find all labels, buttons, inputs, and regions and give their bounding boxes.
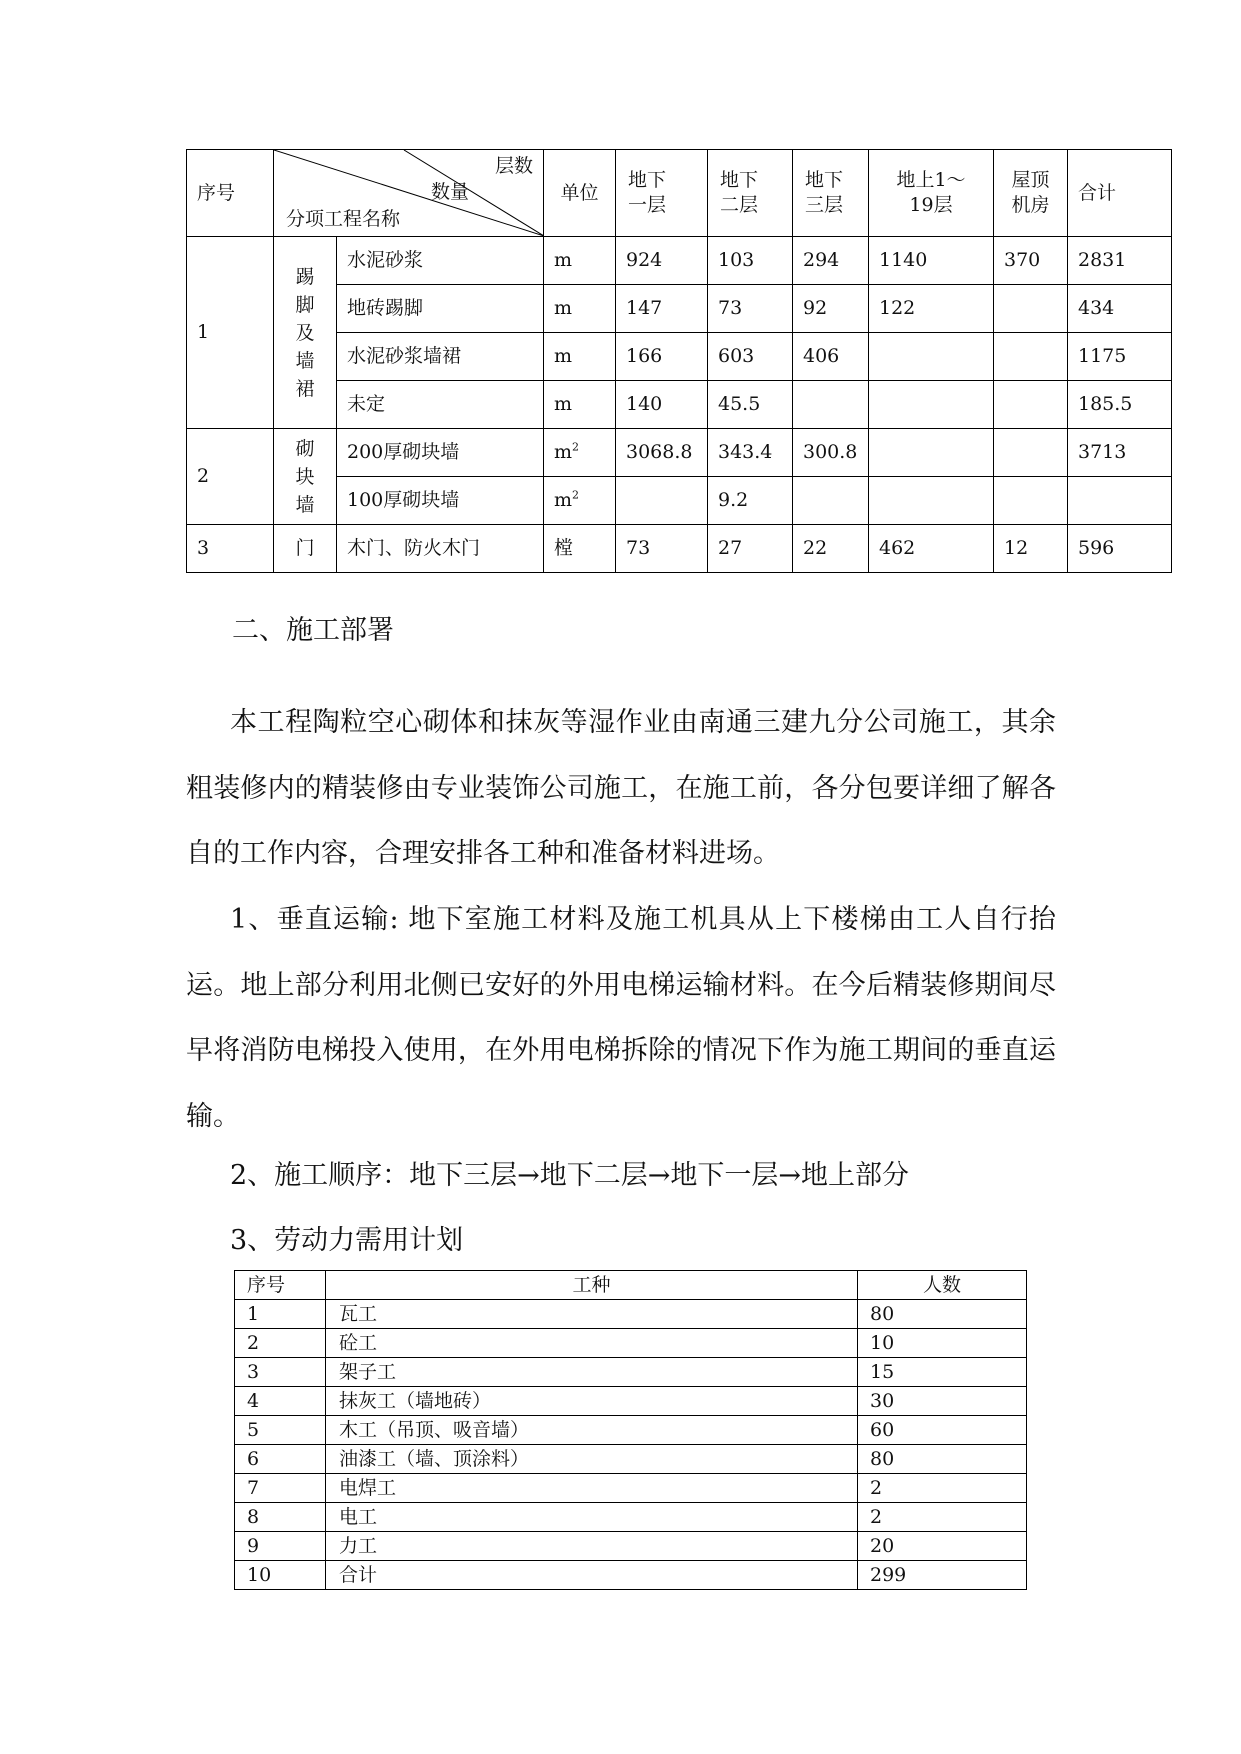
- labor-header-trade: 工种: [326, 1271, 858, 1300]
- table-row: [187, 525, 1172, 573]
- roof-cell: 12: [994, 525, 1068, 573]
- labor-count: 15: [858, 1358, 1027, 1387]
- labor-row: [235, 1474, 1027, 1503]
- b1-cell: 140: [616, 381, 708, 429]
- labor-seq: 6: [235, 1445, 326, 1474]
- b3-cell: 22: [793, 525, 869, 573]
- b3-cell: 92: [793, 285, 869, 333]
- labor-count: 2: [858, 1474, 1027, 1503]
- total-cell: [1068, 477, 1172, 525]
- b1-cell: 73: [616, 525, 708, 573]
- header-quantity: 数量: [430, 181, 469, 203]
- labor-seq: 3: [235, 1358, 326, 1387]
- labor-seq: 10: [235, 1561, 326, 1590]
- labor-trade: 电工: [326, 1503, 858, 1532]
- labor-seq: 7: [235, 1474, 326, 1503]
- labor-trade: 瓦工: [326, 1300, 858, 1329]
- total-cell: 596: [1068, 525, 1172, 573]
- labor-trade: 力工: [326, 1532, 858, 1561]
- b2-cell: 603: [708, 333, 793, 381]
- header-roof: 屋顶机房: [994, 150, 1068, 237]
- labor-count: 80: [858, 1300, 1027, 1329]
- labor-seq: 1: [235, 1300, 326, 1329]
- labor-plan-title: 3、劳动力需用计划: [230, 1225, 464, 1256]
- section-heading: 二、施工部署: [232, 615, 394, 646]
- labor-header-row: [235, 1271, 1027, 1300]
- roof-cell: 370: [994, 237, 1068, 285]
- above-cell: 122: [869, 285, 994, 333]
- labor-row: [235, 1561, 1027, 1590]
- paragraph-intro: 本工程陶粒空心砌体和抹灰等湿作业由南通三建九分公司施工，其余粗装修内的精装修由专业装饰公司施工，在施工前，各分包要详细了解各自的工作内容，合理安排各工种和准备材料进场。: [186, 707, 1056, 869]
- roof-cell: [994, 333, 1068, 381]
- unit-cell: m: [544, 237, 616, 285]
- b2-cell: 27: [708, 525, 793, 573]
- header-seq: 序号: [187, 150, 274, 237]
- labor-seq: 9: [235, 1532, 326, 1561]
- b1-cell: 3068.8: [616, 429, 708, 477]
- total-cell: 185.5: [1068, 381, 1172, 429]
- labor-row: [235, 1503, 1027, 1532]
- b1-cell: 924: [616, 237, 708, 285]
- labor-count: 2: [858, 1503, 1027, 1532]
- labor-row: [235, 1416, 1027, 1445]
- labor-trade: 合计: [326, 1561, 858, 1590]
- above-cell: [869, 477, 994, 525]
- total-cell: 2831: [1068, 237, 1172, 285]
- table-row: [187, 429, 1172, 477]
- unit-cell: m: [544, 381, 616, 429]
- group-seq: 3: [187, 525, 274, 573]
- labor-count: 80: [858, 1445, 1027, 1474]
- b1-cell: 147: [616, 285, 708, 333]
- b3-cell: 294: [793, 237, 869, 285]
- labor-count: 20: [858, 1532, 1027, 1561]
- labor-row: [235, 1445, 1027, 1474]
- b2-cell: 343.4: [708, 429, 793, 477]
- b2-cell: 9.2: [708, 477, 793, 525]
- labor-count: 30: [858, 1387, 1027, 1416]
- header-layers: 层数: [494, 155, 533, 177]
- above-cell: [869, 381, 994, 429]
- item-name: 200厚砌块墙: [337, 429, 544, 477]
- item-name: 未定: [337, 381, 544, 429]
- b3-cell: 300.8: [793, 429, 869, 477]
- header-b3: 地下三层: [793, 150, 869, 237]
- labor-trade: 砼工: [326, 1329, 858, 1358]
- labor-trade: 木工（吊顶、吸音墙）: [326, 1416, 858, 1445]
- group-category: 踢脚及墙裙: [274, 237, 337, 429]
- b2-cell: 45.5: [708, 381, 793, 429]
- unit-cell: $m^2$: [544, 477, 616, 525]
- quantity-table: [186, 149, 1172, 573]
- header-item-name: 分项工程名称: [286, 208, 401, 231]
- header-total: 合计: [1068, 150, 1172, 237]
- header-b1: 地下一层: [616, 150, 708, 237]
- group-category: 砌块墙: [274, 429, 337, 525]
- above-cell: 1140: [869, 237, 994, 285]
- unit-cell: 樘: [544, 525, 616, 573]
- group-seq: 1: [187, 237, 274, 429]
- roof-cell: [994, 381, 1068, 429]
- table-header-row: [187, 150, 1172, 237]
- labor-seq: 5: [235, 1416, 326, 1445]
- labor-seq: 4: [235, 1387, 326, 1416]
- unit-cell: m: [544, 333, 616, 381]
- item-name: 木门、防火木门: [337, 525, 544, 573]
- above-cell: 462: [869, 525, 994, 573]
- group-seq: 2: [187, 429, 274, 525]
- b3-cell: [793, 381, 869, 429]
- unit-cell: m: [544, 285, 616, 333]
- b3-cell: 406: [793, 333, 869, 381]
- labor-trade: 电焊工: [326, 1474, 858, 1503]
- labor-row: [235, 1300, 1027, 1329]
- labor-count: 60: [858, 1416, 1027, 1445]
- item-name: 地砖踢脚: [337, 285, 544, 333]
- construction-order-line: 2、施工顺序：地下三层→地下二层→地下一层→地上部分: [230, 1160, 910, 1191]
- header-above: 地上1～19层: [869, 150, 994, 237]
- header-b2: 地下二层: [708, 150, 793, 237]
- roof-cell: [994, 285, 1068, 333]
- labor-trade: 架子工: [326, 1358, 858, 1387]
- labor-count: 299: [858, 1561, 1027, 1590]
- labor-row: [235, 1532, 1027, 1561]
- b1-cell: 166: [616, 333, 708, 381]
- above-cell: [869, 429, 994, 477]
- paragraph-vertical-transport: 1、垂直运输: 地下室施工材料及施工机具从上下楼梯由工人自行抬运。地上部分利用北侧已安好的外用电梯运输材料。在今后精装修期间尽早将消防电梯投入使用，在外用电梯拆除的情况下作为施工期间的垂直运输。: [186, 904, 1056, 1132]
- header-diagonal-cell: [274, 150, 544, 237]
- labor-table: [234, 1270, 1027, 1590]
- table-row: [187, 237, 1172, 285]
- labor-seq: 2: [235, 1329, 326, 1358]
- group-category: 门: [274, 525, 337, 573]
- header-unit: 单位: [544, 150, 616, 237]
- labor-row: [235, 1358, 1027, 1387]
- item-name: 100厚砌块墙: [337, 477, 544, 525]
- labor-seq: 8: [235, 1503, 326, 1532]
- labor-row: [235, 1329, 1027, 1358]
- b1-cell: [616, 477, 708, 525]
- labor-row: [235, 1387, 1027, 1416]
- labor-header-seq: 序号: [235, 1271, 326, 1300]
- total-cell: 3713: [1068, 429, 1172, 477]
- labor-header-count: 人数: [858, 1271, 1027, 1300]
- b2-cell: 103: [708, 237, 793, 285]
- labor-trade: 抹灰工（墙地砖）: [326, 1387, 858, 1416]
- total-cell: 1175: [1068, 333, 1172, 381]
- unit-cell: $m^2$: [544, 429, 616, 477]
- labor-trade: 油漆工（墙、顶涂料）: [326, 1445, 858, 1474]
- roof-cell: [994, 429, 1068, 477]
- labor-count: 10: [858, 1329, 1027, 1358]
- item-name: 水泥砂浆墙裙: [337, 333, 544, 381]
- b2-cell: 73: [708, 285, 793, 333]
- above-cell: [869, 333, 994, 381]
- roof-cell: [994, 477, 1068, 525]
- total-cell: 434: [1068, 285, 1172, 333]
- b3-cell: [793, 477, 869, 525]
- item-name: 水泥砂浆: [337, 237, 544, 285]
